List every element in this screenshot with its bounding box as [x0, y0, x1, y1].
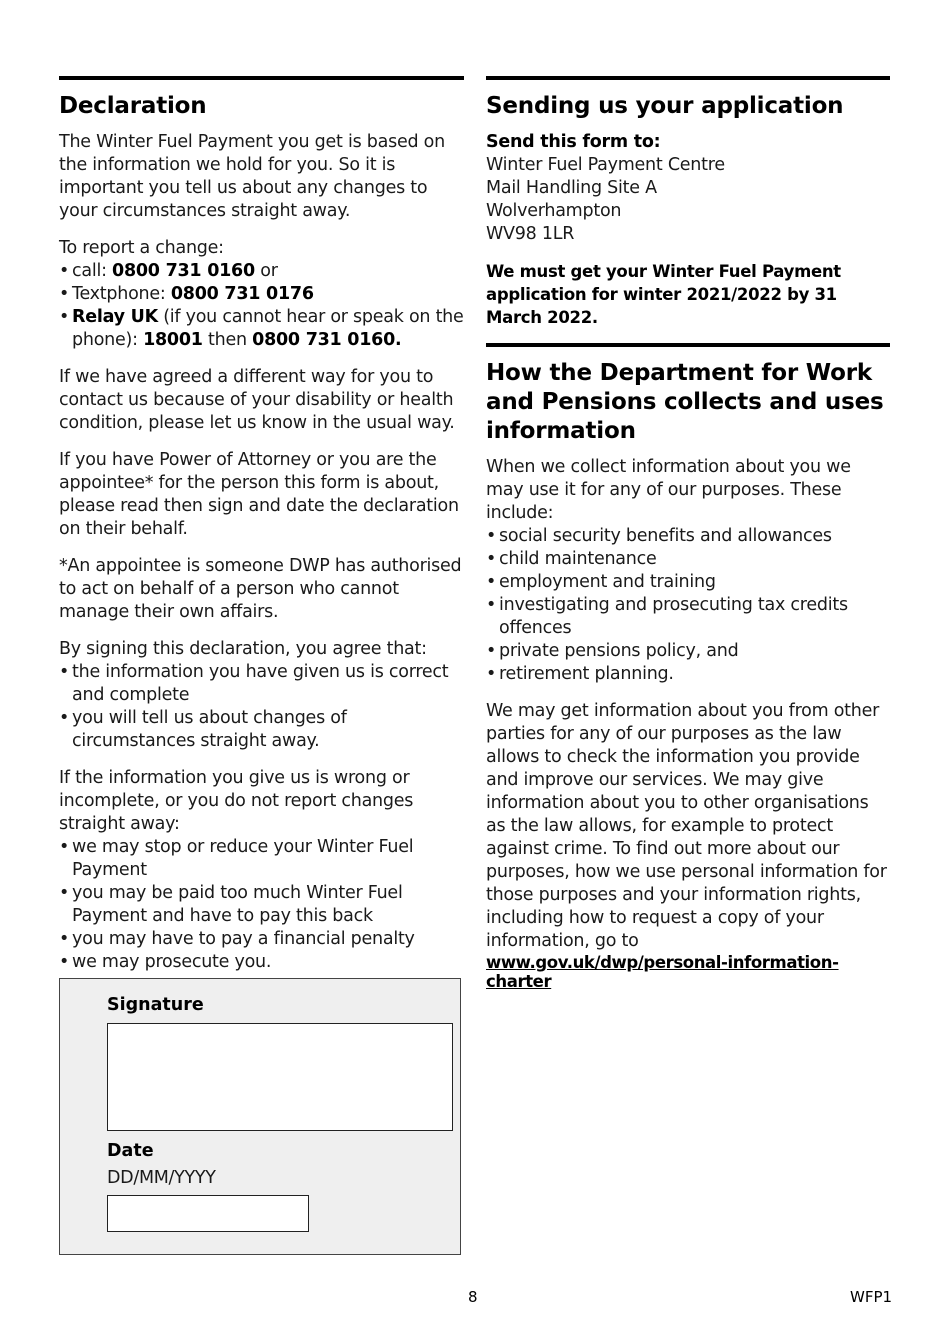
- consequences-list: [59, 836, 464, 974]
- list-item: • social security benefits and allowances: [486, 525, 890, 548]
- address-line: Wolverhampton: [486, 201, 622, 221]
- list-item: • private pensions policy, and: [486, 640, 890, 663]
- relay-phone-number: 0800 731 0160.: [252, 330, 402, 350]
- list-item: • employment and training: [486, 571, 890, 594]
- address-line: Winter Fuel Payment Centre: [486, 155, 725, 175]
- postal-address: [486, 154, 890, 246]
- signature-panel: [59, 978, 461, 1255]
- other-parties-paragraph: We may get information about you from other parties for any of our purposes as the law allows to check the information you provide and improve our services. We may give information about you to other organisations as the law allows, for example to protect against crime. To find out more about our purposes, how we use personal information for those purposes and your information rights, including how to request a copy of your information, go to: [486, 701, 887, 951]
- agree-lead: By signing this declaration, you agree that:: [59, 639, 427, 659]
- section-rule: [486, 76, 890, 80]
- list-item: • you may be paid too much Winter Fuel Payment and have to pay this back: [59, 882, 464, 928]
- sending-column: [486, 76, 890, 991]
- appointee-note: *An appointee is someone DWP has authorised to act on behalf of a person who cannot manage their own affairs.: [59, 556, 462, 622]
- signature-label: Signature: [107, 995, 204, 1015]
- list-item: • Textphone: 0800 731 0176: [59, 283, 464, 306]
- textphone-number: 0800 731 0176: [170, 284, 314, 304]
- report-change-lead: To report a change:: [59, 238, 224, 258]
- date-format-hint: DD/MM/YYYY: [107, 1168, 216, 1188]
- list-item: • we may prosecute you.: [59, 951, 464, 974]
- agreed-way-paragraph: If we have agreed a different way for you to contact us because of your disability or health condition, please let us know in the usual way.: [59, 367, 455, 433]
- list-item: • the information you have given us is correct and complete: [59, 661, 464, 707]
- report-change-list: [59, 260, 464, 352]
- relay-uk-label: Relay UK: [72, 307, 158, 327]
- list-item: • child maintenance: [486, 548, 890, 571]
- page-number: 8: [468, 1288, 478, 1306]
- list-item: • you may have to pay a financial penalty: [59, 928, 464, 951]
- send-form-label: Send this form to:: [486, 132, 661, 152]
- declaration-intro: The Winter Fuel Payment you get is based on the information we hold for you. So it is important you tell us about any changes to your circumstances straight away.: [59, 132, 445, 221]
- address-line: WV98 1LR: [486, 224, 575, 244]
- list-item: • we may stop or reduce your Winter Fuel Payment: [59, 836, 464, 882]
- form-code: WFP1: [850, 1288, 893, 1306]
- relay-number: 18001: [143, 330, 203, 350]
- collect-info-lead: When we collect information about you we may use it for any of our purposes. These include:: [486, 457, 851, 523]
- date-label: Date: [107, 1141, 154, 1161]
- personal-information-charter-link[interactable]: www.gov.uk/dwp/personal-information-charter: [486, 953, 839, 991]
- date-field[interactable]: [107, 1195, 309, 1232]
- sending-title: Sending us your application: [486, 93, 844, 119]
- list-item: • investigating and prosecuting tax credits offences: [486, 594, 890, 640]
- agree-list: [59, 661, 464, 753]
- list-item: • you will tell us about changes of circumstances straight away.: [59, 707, 464, 753]
- list-item: • call: 0800 731 0160 or: [59, 260, 464, 283]
- power-of-attorney-paragraph: If you have Power of Attorney or you are the appointee* for the person this form is about, please read then sign and date the declaration on their behalf.: [59, 450, 459, 539]
- declaration-title: Declaration: [59, 93, 207, 119]
- declaration-column: [59, 76, 464, 988]
- section-rule: [486, 343, 890, 347]
- section-rule: [59, 76, 464, 80]
- signature-field[interactable]: [107, 1023, 453, 1131]
- phone-number: 0800 731 0160: [112, 261, 255, 281]
- purposes-list: [486, 525, 890, 686]
- list-item: • Relay UK (if you cannot hear or speak on the phone): 18001 then 0800 731 0160.: [59, 306, 464, 352]
- dwp-info-title: How the Department for Work and Pensions collects and uses information: [486, 360, 884, 444]
- list-item: • retirement planning.: [486, 663, 890, 686]
- deadline-notice: We must get your Winter Fuel Payment application for winter 2021/2022 by 31 March 2022.: [486, 262, 841, 327]
- address-line: Mail Handling Site A: [486, 178, 657, 198]
- wrong-info-lead: If the information you give us is wrong or incomplete, or you do not report changes straight away:: [59, 768, 414, 834]
